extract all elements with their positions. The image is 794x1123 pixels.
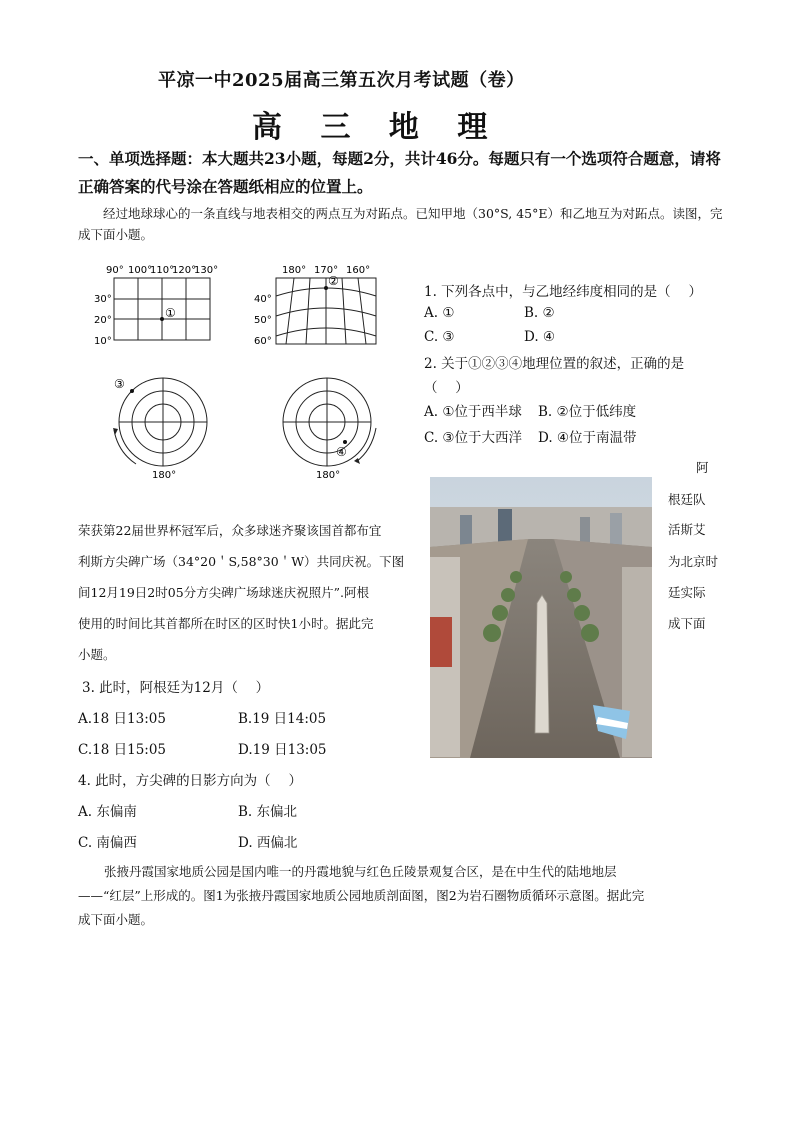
grid1-lon-label: 130° — [194, 265, 219, 276]
passage-antipode: 经过地球球心的一条直线与地表相交的两点互为对跖点。已知甲地（30°S, 45°E）和乙地互为对跖点。读图，完成下面小题。 — [78, 206, 723, 242]
question-2-option-a[interactable]: A. ①位于西半球 — [424, 404, 522, 420]
grid2-lat-label: 60° — [254, 336, 272, 347]
obelisk-celebration-photo — [430, 477, 652, 758]
question-2-option-d[interactable]: D. ④位于南温带 — [538, 430, 637, 446]
question-1-option-b[interactable]: B. ② — [524, 305, 555, 321]
grid2-lat-label: 50° — [254, 315, 272, 326]
passage2-side-text: 活斯艾 — [668, 522, 706, 537]
grid1-lon-label: 110° — [150, 265, 175, 276]
exam-title: 平凉一中2025届高三第五次月考试题（卷） — [158, 70, 525, 91]
grid1-lat-label: 30° — [94, 294, 112, 305]
section-heading: 一、单项选择题：本大题共23小题，每题2分，共计46分。每题只有一个选项符合题意，请将正确答案的代号涂在答题纸相应的位置上。 — [78, 149, 721, 196]
passage2-line: 利斯方尖碑广场（34°20＇S,58°30＇W）共同庆祝。下图 — [78, 554, 405, 569]
question-4-option-d[interactable]: D. 西偏北 — [238, 835, 298, 851]
passage3-line: ——“红层”上形成的。图1为张掖丹霞国家地质公园地质剖面图，图2为岩石圈物质循环示意图。据此完 — [78, 888, 645, 903]
passage3-line: 成下面小题。 — [78, 912, 154, 927]
polar-map-2 — [272, 372, 382, 484]
question-4-option-c[interactable]: C. 南偏西 — [78, 835, 137, 851]
question-4-stem: 4. 此时，方尖碑的日影方向为（ ） — [78, 773, 302, 789]
grid1-lat-label: 10° — [94, 336, 112, 347]
grid2-lon-label: 170° — [314, 265, 339, 276]
question-2-option-b[interactable]: B. ②位于低纬度 — [538, 404, 637, 420]
grid1-lon-label: 100° — [128, 265, 153, 276]
subject-title: 高 三 地 理 — [252, 110, 502, 145]
grid2-lon-label: 180° — [282, 265, 307, 276]
grid1-point-label: ① — [165, 306, 176, 320]
grid1-lat-label: 20° — [94, 315, 112, 326]
question-1-option-a[interactable]: A. ① — [424, 305, 455, 321]
passage2-line: 荣获第22届世界杯冠军后，众多球迷齐聚该国首都布宜 — [78, 523, 382, 538]
question-2-stem: 2. 关于①②③④地理位置的叙述，正确的是 — [424, 356, 685, 372]
passage2-side-text: 为北京时 — [668, 554, 719, 569]
passage2-side-text: 廷实际 — [668, 585, 706, 600]
grid1-lon-label: 120° — [172, 265, 197, 276]
question-2-stem-bracket: （ ） — [424, 380, 469, 396]
question-2-option-c[interactable]: C. ③位于大西洋 — [424, 430, 523, 446]
question-3-option-b[interactable]: B.19 日14:05 — [238, 711, 327, 727]
passage2-side-text: 根廷队 — [668, 492, 706, 507]
grid2-lon-label: 160° — [346, 265, 371, 276]
question-1-option-d[interactable]: D. ④ — [524, 329, 556, 345]
polar2-bottom-label: 180° — [316, 470, 341, 481]
grid1-lon-label: 90° — [106, 265, 124, 276]
question-3-option-a[interactable]: A.18 日13:05 — [78, 711, 166, 727]
polar2-point-label: ④ — [336, 445, 347, 459]
polar1-point-label: ③ — [114, 377, 125, 391]
grid-map-1 — [88, 258, 228, 354]
grid2-lat-label: 40° — [254, 294, 272, 305]
passage2-line: 使用的时间比其首都所在时区的区时快1小时。据此完 — [78, 616, 374, 631]
passage2-side-text: 成下面 — [668, 616, 706, 631]
question-1-stem: 1. 下列各点中，与乙地经纬度相同的是（ ） — [424, 284, 702, 300]
passage2-side-text: 阿 — [696, 460, 709, 475]
passage2-line: 小题。 — [78, 647, 116, 662]
passage2-line: 间12月19日2时05分方尖碑广场球迷庆祝照片”.阿根 — [78, 585, 370, 600]
polar-map-1 — [108, 372, 218, 484]
grid-map-2 — [250, 258, 390, 354]
question-3-option-c[interactable]: C.18 日15:05 — [78, 742, 167, 758]
question-4-option-a[interactable]: A. 东偏南 — [78, 804, 137, 820]
grid2-point-label: ② — [328, 274, 339, 288]
question-4-option-b[interactable]: B. 东偏北 — [238, 804, 298, 820]
question-3-option-d[interactable]: D.19 日13:05 — [238, 742, 327, 758]
question-3-stem: 3. 此时，阿根廷为12月（ ） — [82, 680, 270, 696]
question-1-option-c[interactable]: C. ③ — [424, 329, 455, 345]
polar1-bottom-label: 180° — [152, 470, 177, 481]
passage3-line: 张掖丹霞国家地质公园是国内唯一的丹霞地貌与红色丘陵景观复合区，是在中生代的陆地地层 — [104, 864, 617, 879]
